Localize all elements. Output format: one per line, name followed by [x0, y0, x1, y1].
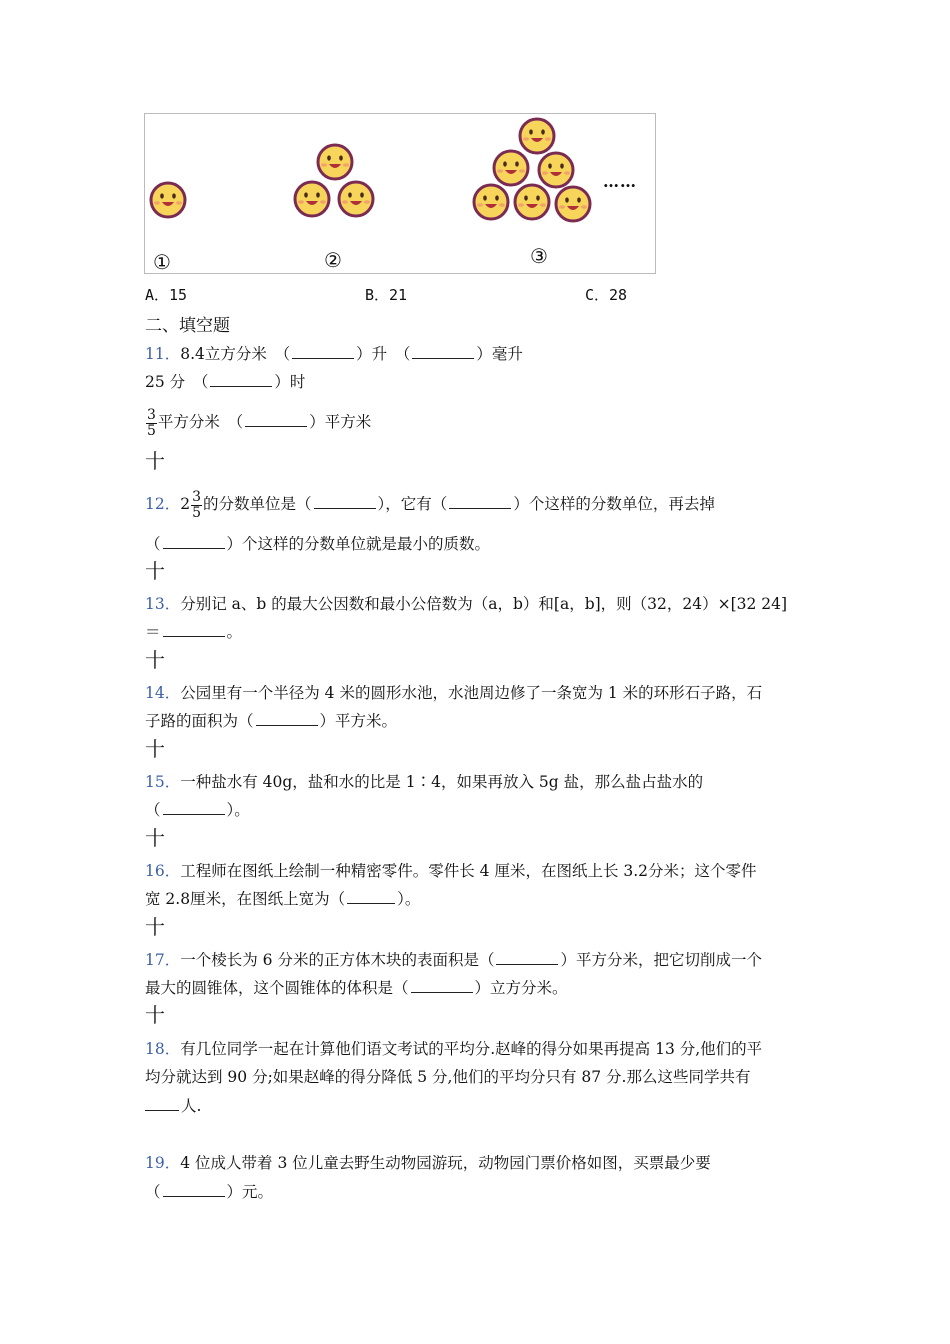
smiley-face-icon	[295, 182, 329, 216]
answer-blank[interactable]	[496, 951, 558, 965]
q14-number: 14．	[145, 684, 181, 702]
q19-line1	[145, 1153, 711, 1173]
q18-text: 有几位同学一起在计算他们语文考试的平均分.赵峰的得分如果再提高 13 分,他们的平	[180, 1040, 763, 1058]
q11-text: ）毫升	[476, 345, 523, 363]
q11-text: ）时	[274, 373, 306, 391]
fraction-denominator: 5	[192, 504, 202, 521]
q19-text: 4 位成人带着 3 位儿童去野生动物园游玩，动物园门票价格如图，买票最少要	[180, 1154, 711, 1172]
q11-line3	[145, 405, 371, 439]
q18-text: 人.	[181, 1097, 202, 1115]
answer-blank[interactable]	[163, 623, 225, 637]
q18-line3	[145, 1096, 201, 1116]
q15-line2	[145, 800, 250, 820]
answer-blank[interactable]	[292, 345, 354, 359]
figure-label-3: ③	[530, 244, 548, 268]
q13-number: 13．	[145, 595, 181, 613]
plus-marker: 十	[145, 1003, 165, 1027]
answer-blank[interactable]	[256, 712, 318, 726]
smiley-face-icon	[339, 182, 373, 216]
q14-line1	[145, 683, 762, 703]
smiley-face-icon	[318, 145, 352, 179]
q18-line2	[145, 1067, 750, 1087]
answer-blank[interactable]	[314, 495, 376, 509]
pattern-figure	[144, 113, 656, 274]
figure-label-1: ①	[153, 250, 171, 274]
q14-text: ）平方米。	[319, 712, 398, 730]
q15-number: 15．	[145, 773, 181, 791]
choice-c: C．28	[585, 286, 628, 304]
choice-b: B．21	[365, 286, 408, 304]
faces-drawing	[145, 114, 655, 273]
answer-blank[interactable]	[163, 1183, 225, 1197]
q15-text: ）。	[226, 801, 250, 819]
q17-text: 最大的圆锥体，这个圆锥体的体积是（	[145, 979, 409, 997]
plus-marker: 十	[145, 915, 165, 939]
smiley-face-icon	[494, 151, 528, 185]
q18-number: 18．	[145, 1040, 181, 1058]
q17-text: ）立方分米。	[474, 979, 568, 997]
q12-number: 12．	[145, 495, 181, 513]
q12-line1	[145, 487, 715, 521]
q19-line2	[145, 1182, 273, 1202]
q17-text: 一个棱长为 6 分米的正方体木块的表面积是（	[180, 951, 495, 969]
q12-line2	[145, 534, 490, 554]
q13-line1	[145, 594, 787, 614]
answer-blank[interactable]	[163, 535, 225, 549]
answer-blank[interactable]	[245, 413, 307, 427]
q13-line2	[145, 622, 242, 642]
q11-number: 11．	[145, 345, 181, 363]
q12-text: 的分数单位是（	[203, 495, 312, 513]
q17-line1	[145, 950, 762, 970]
plus-marker: 十	[145, 559, 165, 583]
q13-text: ＝	[145, 623, 161, 641]
mixed-number-whole: 2	[180, 495, 191, 513]
smiley-face-icon	[556, 187, 590, 221]
fraction	[191, 490, 202, 521]
answer-blank[interactable]	[210, 373, 272, 387]
q12-text: ），它有（	[377, 495, 448, 513]
q14-text: 公园里有一个半径为 4 米的圆形水池，水池周边修了一条宽为 1 米的环形石子路，石	[180, 684, 763, 702]
q17-text: ）平方分米，把它切削成一个	[560, 951, 762, 969]
q11-text: ）平方米	[309, 413, 372, 431]
q16-line2	[145, 889, 420, 909]
q16-line1	[145, 861, 757, 881]
smiley-face-icon	[474, 185, 508, 219]
smiley-face-icon	[515, 185, 549, 219]
q13-text: 分别记 a、b 的最大公因数和最小公倍数为（a，b）和[a，b]，则（32，24）×[32 24]	[180, 595, 788, 613]
q11-line2	[145, 372, 305, 392]
q12-text: ）个这样的分数单位，再去掉	[513, 495, 715, 513]
q17-line2	[145, 978, 568, 998]
q18-line1	[145, 1039, 762, 1059]
smiley-face-icon	[520, 119, 554, 153]
section-title: 二、填空题	[145, 316, 230, 336]
answer-blank[interactable]	[449, 495, 511, 509]
q12-text: （	[145, 535, 161, 553]
answer-blank[interactable]	[347, 890, 395, 904]
figure-label-2: ②	[324, 248, 342, 272]
answer-blank[interactable]	[163, 801, 225, 815]
q11-line1	[145, 344, 523, 364]
q15-text: 一种盐水有 40g，盐和水的比是 1∶4，如果再放入 5g 盐，那么盐占盐水的	[180, 773, 704, 791]
choice-a: A．15	[145, 286, 188, 304]
plus-marker: 十	[145, 826, 165, 850]
plus-marker: 十	[145, 648, 165, 672]
q18-text: 均分就达到 90 分;如果赵峰的得分降低 5 分,他们的平均分只有 87 分.那么这些同学共有	[145, 1068, 751, 1086]
q15-line1	[145, 772, 703, 792]
q16-text: ）。	[397, 890, 421, 908]
q19-number: 19．	[145, 1154, 181, 1172]
answer-blank[interactable]	[411, 979, 473, 993]
q16-text: 工程师在图纸上绘制一种精密零件。零件长 4 厘米，在图纸上长 3.2分米；这个零件	[180, 862, 757, 880]
q19-text: （	[145, 1183, 161, 1201]
q14-line2	[145, 711, 397, 731]
q17-number: 17．	[145, 951, 181, 969]
fraction	[146, 408, 157, 439]
q13-text: 。	[226, 623, 243, 641]
fraction-denominator: 5	[147, 422, 156, 439]
fraction-numerator: 3	[147, 406, 156, 423]
smiley-face-icon	[539, 153, 573, 187]
q12-text: ）个这样的分数单位就是最小的质数。	[226, 535, 491, 553]
q11-text: 25 分 （	[145, 373, 209, 391]
q11-text: 平方分米 （	[157, 413, 244, 431]
q15-text: （	[145, 801, 161, 819]
plus-marker: 十	[145, 449, 165, 473]
q19-text: ）元。	[226, 1183, 274, 1201]
fraction-numerator: 3	[192, 488, 202, 505]
q16-text: 宽 2.8厘米，在图纸上宽为（	[145, 890, 346, 908]
q11-text: ）升 （	[356, 345, 411, 363]
smiley-face-icon	[151, 183, 185, 217]
q14-text: 子路的面积为（	[145, 712, 254, 730]
q11-text: 8.4立方分米 （	[180, 345, 291, 363]
plus-marker: 十	[145, 737, 165, 761]
figure-ellipsis: ……	[603, 172, 637, 191]
answer-blank[interactable]	[412, 345, 474, 359]
q16-number: 16．	[145, 862, 181, 880]
answer-blank[interactable]	[145, 1097, 179, 1111]
